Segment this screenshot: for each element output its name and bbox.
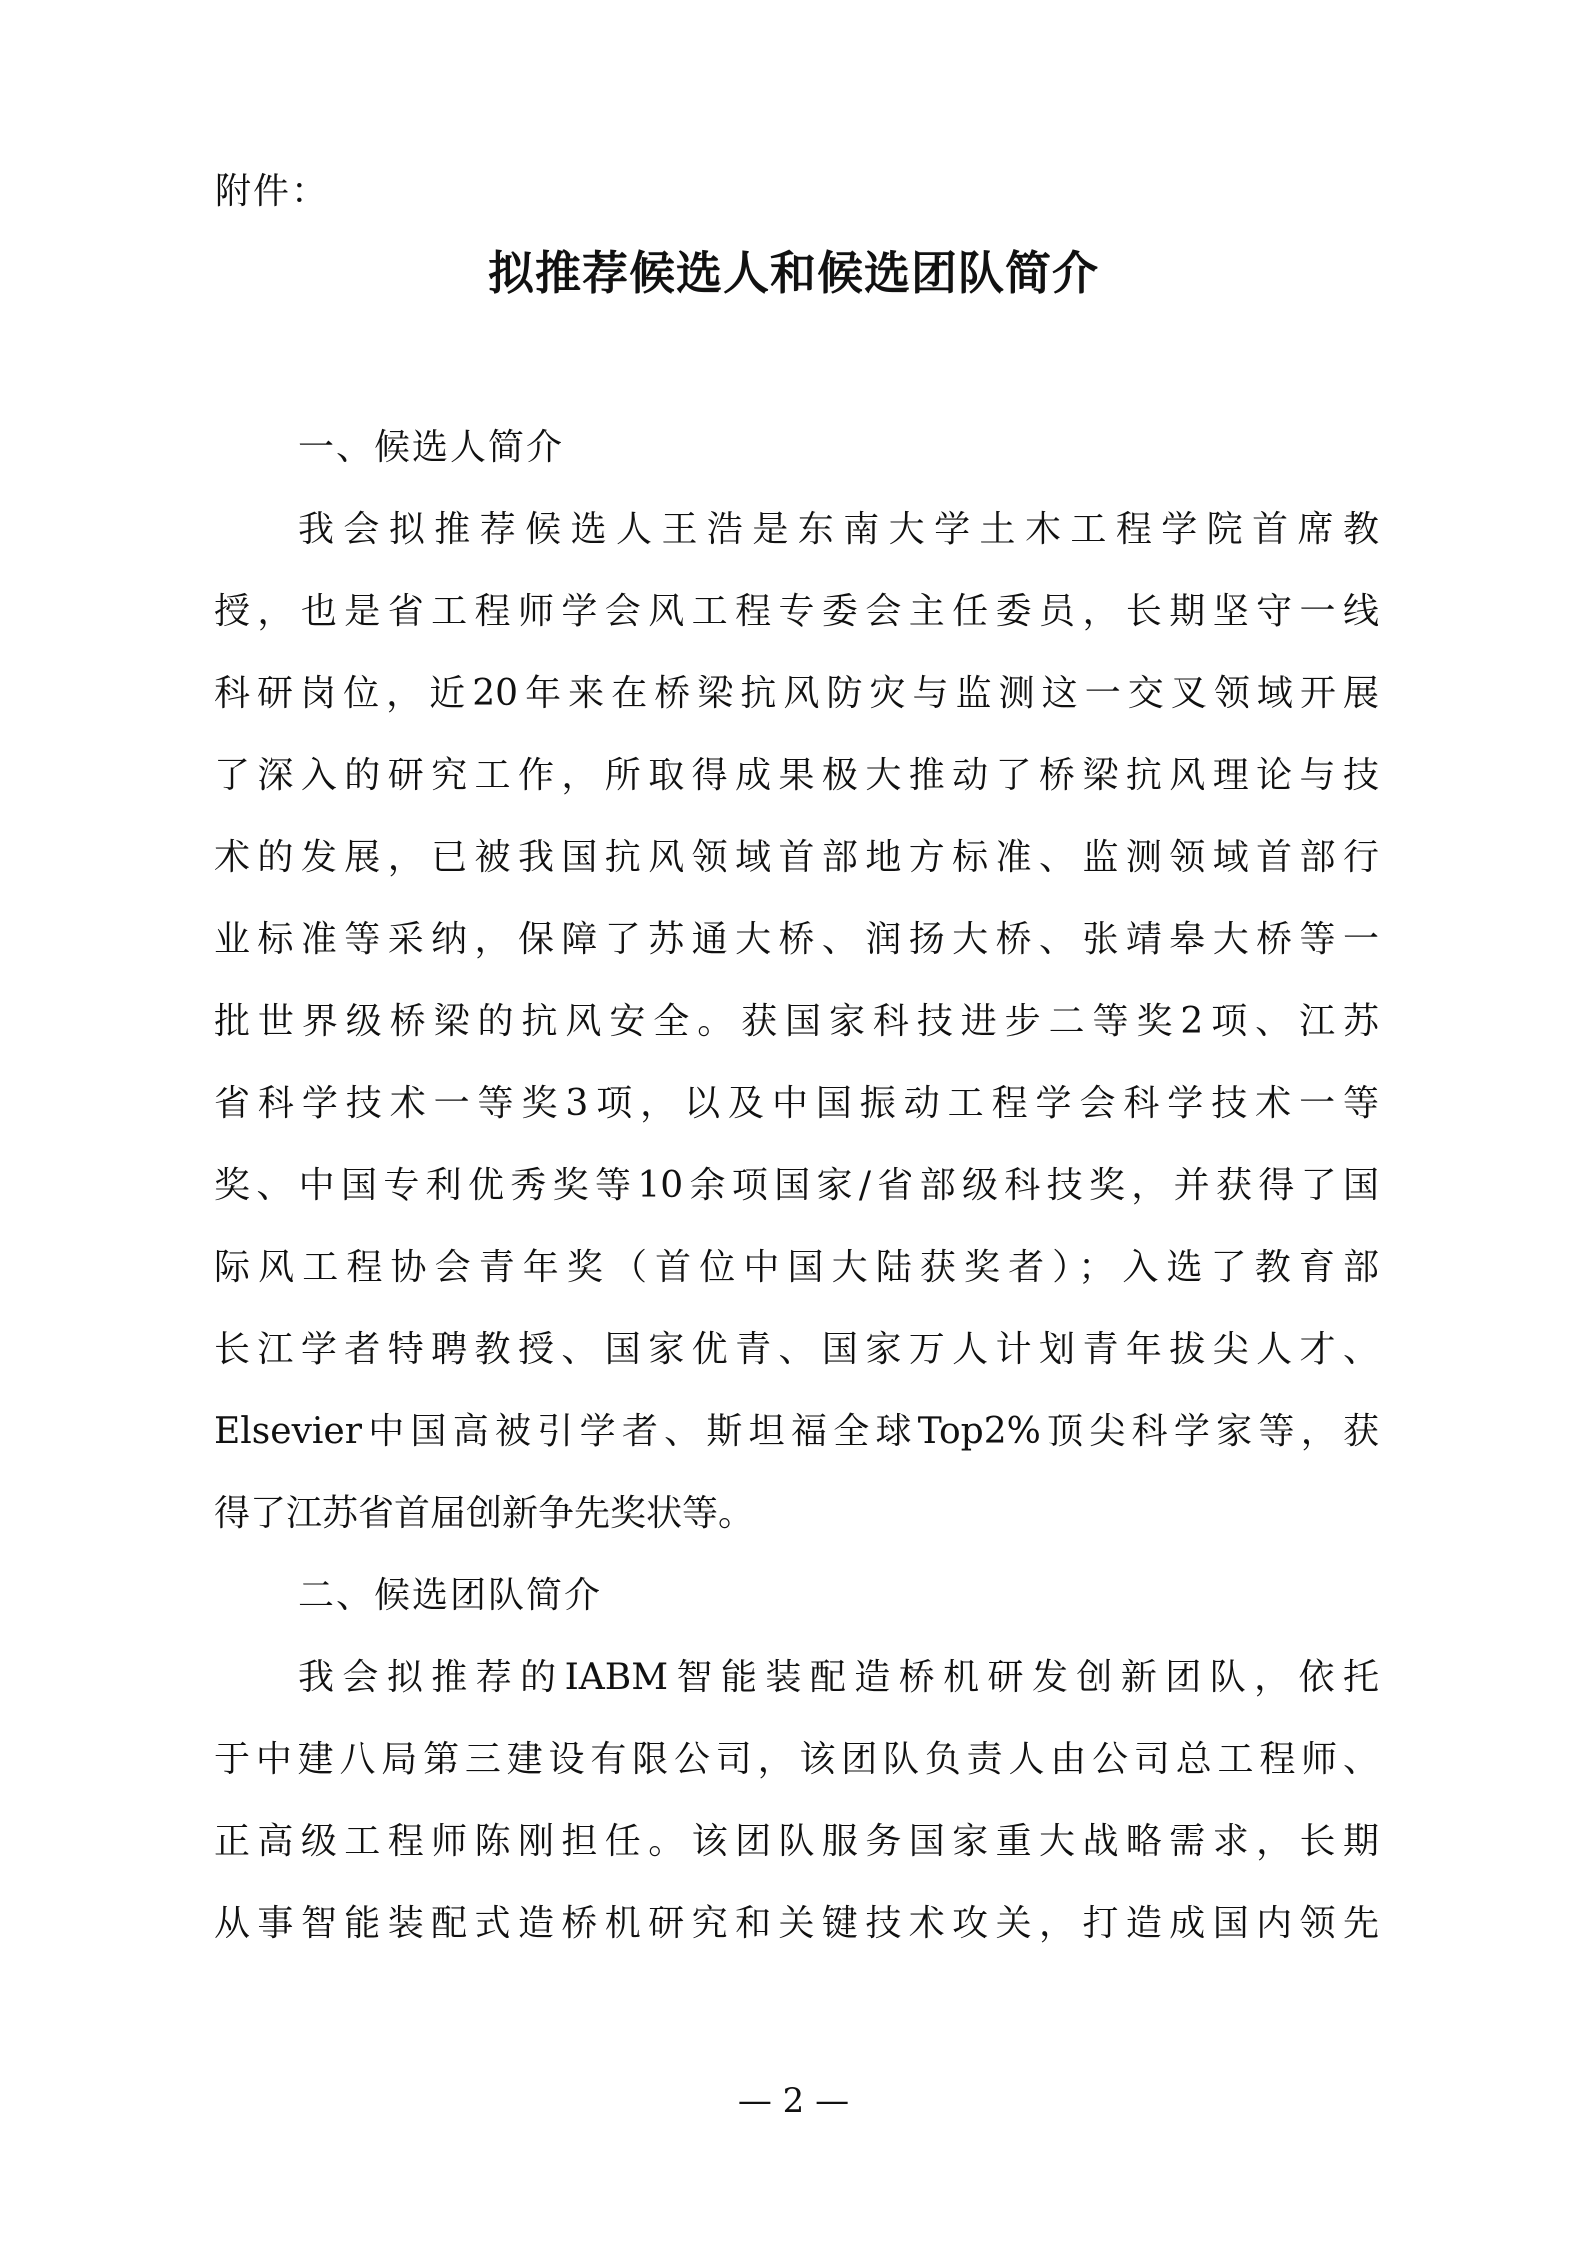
section2-line: 从事智能装配式造桥机研究和关键技术攻关，打造成国内领先 [214, 1903, 1379, 1944]
section2-line: 我会拟推荐的IABM智能装配造桥机研发创新团队，依托 [298, 1657, 1379, 1698]
section1-line: 奖、中国专利优秀奖等10余项国家/省部级科技奖，并获得了国 [214, 1165, 1379, 1206]
section1-line: Elsevier中国高被引学者、斯坦福全球Top2%顶尖科学家等，获 [214, 1411, 1379, 1452]
section1-line: 科研岗位，近20年来在桥梁抗风防灾与监测这一交叉领域开展 [214, 673, 1379, 714]
section2-line: 正高级工程师陈刚担任。该团队服务国家重大战略需求，长期 [214, 1821, 1379, 1862]
section1-line: 术的发展，已被我国抗风领域首部地方标准、监测领域首部行 [214, 837, 1379, 878]
section1-heading: 一、候选人简介 [298, 427, 565, 468]
section1-line: 得了江苏省首届创新争先奖状等。 [214, 1493, 755, 1534]
section1-line: 长江学者特聘教授、国家优青、国家万人计划青年拔尖人才、 [214, 1329, 1379, 1370]
section1-line: 际风工程协会青年奖（首位中国大陆获奖者）；入选了教育部 [214, 1247, 1379, 1288]
section2-heading: 二、候选团队简介 [298, 1575, 603, 1616]
section2-line: 于中建八局第三建设有限公司，该团队负责人由公司总工程师、 [214, 1739, 1379, 1780]
section1-line: 了深入的研究工作，所取得成果极大推动了桥梁抗风理论与技 [214, 755, 1379, 796]
section1-line: 业标准等采纳，保障了苏通大桥、润扬大桥、张靖皋大桥等一 [214, 919, 1379, 960]
section1-line: 授，也是省工程师学会风工程专委会主任委员，长期坚守一线 [214, 591, 1379, 632]
attachment-label: 附件： [215, 171, 330, 212]
section1-line: 批世界级桥梁的抗风安全。获国家科技进步二等奖2项、江苏 [214, 1001, 1379, 1042]
section1-line: 省科学技术一等奖3项，以及中国振动工程学会科学技术一等 [214, 1083, 1379, 1124]
document-title: 拟推荐候选人和候选团队简介 [488, 246, 1099, 300]
page-number: — 2 — [737, 2081, 850, 2121]
section1-line: 我会拟推荐候选人王浩是东南大学土木工程学院首席教 [298, 509, 1379, 550]
